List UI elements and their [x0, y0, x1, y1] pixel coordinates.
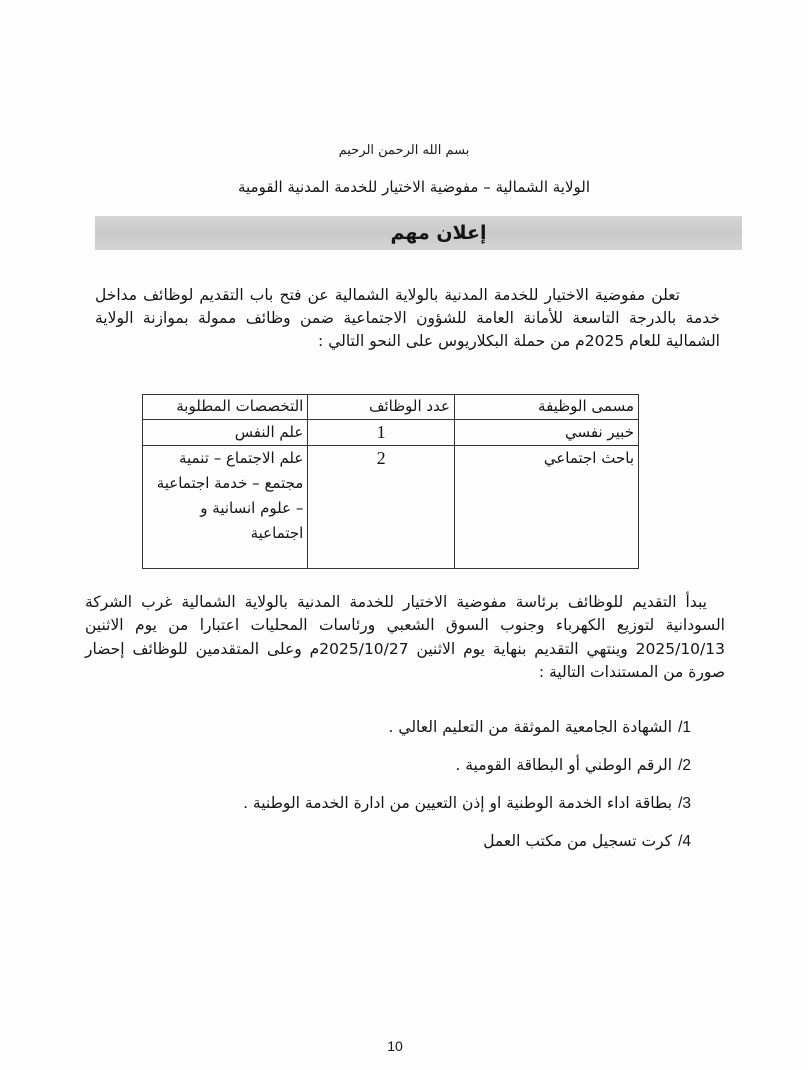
specializations-cell: علم الاجتماع – تنمية مجتمع – خدمة اجتماعية – علوم انسانية و اجتماعية [143, 446, 308, 569]
specializations-cell: علم النفس [143, 420, 308, 446]
job-title-cell: باحث اجتماعي [454, 446, 638, 569]
job-title-cell: خبير نفسي [454, 420, 638, 446]
item-text: بطاقة اداء الخدمة الوطنية او إذن التعيين من ادارة الخدمة الوطنية . [243, 794, 673, 812]
intro-text: تعلن مفوضية الاختيار للخدمة المدنية بالولاية الشمالية عن فتح باب التقديم لوظائف مداخل خدمة بالدرجة التاسعة للأمانة العامة للشؤون الاجتماعية ضمن وظائف ممولة بموازنة الولاية الشمالية للعام 2025م من حملة البكلاريوس على النحو التالي : [95, 285, 720, 350]
intro-paragraph [95, 284, 720, 353]
header-job-title: مسمى الوظيفة [454, 395, 638, 420]
announcement-banner [95, 216, 742, 250]
header-specializations: التخصصات المطلوبة [143, 395, 308, 420]
item-text: الشهادة الجامعية الموثقة من التعليم العالي . [388, 718, 673, 736]
job-count-cell: 2 [308, 446, 455, 569]
application-text: يبدأ التقديم للوظائف برئاسة مفوضية الاختيار للخدمة المدنية بالولاية الشمالية غرب الشركة السودانية لتوزيع الكهرباء وجنوب السوق الشعبي ورئاسات المحليات اعتبارا من يوم الاثنين 2025/10/13 وينتهي التقديم بنهاية يوم الاثنين 2025/10/27م وعلى المتقدمين للوظائف إحضار صورة من المستندات التالية : [85, 592, 725, 681]
item-number: 1/ [678, 719, 691, 736]
job-count-cell: 1 [308, 420, 455, 446]
table-row [143, 420, 639, 446]
list-item [131, 715, 691, 753]
table-header-row [143, 395, 639, 420]
table-row [143, 446, 639, 569]
item-text: الرقم الوطني أو البطاقة القومية . [455, 756, 673, 774]
item-text: كرت تسجيل من مكتب العمل [483, 832, 673, 850]
required-documents-list [131, 715, 691, 867]
item-number: 3/ [678, 795, 691, 812]
application-paragraph [85, 591, 725, 685]
list-item [131, 791, 691, 829]
basmala: بسم الله الرحمن الرحيم [338, 143, 470, 158]
list-item [131, 753, 691, 791]
list-item [131, 829, 691, 867]
item-number: 2/ [678, 757, 691, 774]
jobs-table [142, 394, 639, 569]
organization-header: الولاية الشمالية – مفوضية الاختيار للخدمة المدنية القومية [237, 178, 591, 196]
announcement-title: إعلان مهم [390, 222, 487, 244]
item-number: 4/ [678, 833, 691, 850]
header-job-count: عدد الوظائف [308, 395, 455, 420]
page-number: 10 [387, 1038, 403, 1054]
